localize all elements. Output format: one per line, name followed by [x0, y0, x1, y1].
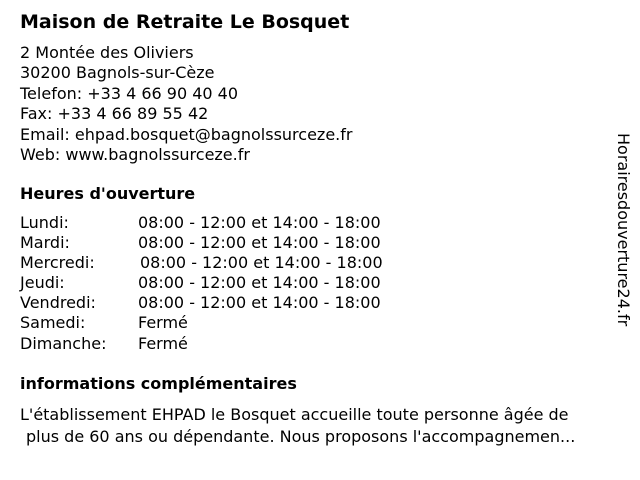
day-hours: 08:00 - 12:00 et 14:00 - 18:00: [138, 213, 381, 232]
address-city: 30200 Bagnols-sur-Cèze: [20, 63, 215, 83]
day-hours: 08:00 - 12:00 et 14:00 - 18:00: [138, 233, 381, 253]
day-label: Dimanche:: [20, 333, 107, 353]
address-street: 2 Montée des Oliviers: [20, 43, 194, 62]
day-hours: 08:00 - 12:00 et 14:00 - 18:00: [138, 273, 381, 293]
day-hours: Fermé: [138, 313, 188, 333]
day-hours: Fermé: [138, 333, 188, 353]
additional-info-heading: informations complémentaires: [20, 374, 297, 393]
description-line: plus de 60 ans ou dépendante. Nous proposons l'accompagnemen...: [26, 427, 576, 446]
email-address: Email: ehpad.bosquet@bagnolssurceze.fr: [20, 124, 353, 144]
day-hours: 08:00 - 12:00 et 14:00 - 18:00: [138, 293, 381, 313]
day-label: Samedi:: [20, 313, 86, 333]
description-line: L'établissement EHPAD le Bosquet accueille toute personne âgée de: [20, 405, 569, 424]
website: Web: www.bagnolssurceze.fr: [20, 145, 250, 165]
day-label: Lundi:: [20, 213, 69, 232]
day-label: Mercredi:: [20, 253, 95, 273]
fax-number: Fax: +33 4 66 89 55 42: [20, 104, 209, 124]
page-title: Maison de Retraite Le Bosquet: [20, 11, 350, 33]
day-label: Vendredi:: [20, 293, 96, 313]
opening-hours-heading: Heures d'ouverture: [20, 184, 196, 203]
description-text: [20, 404, 620, 448]
day-hours: 08:00 - 12:00 et 14:00 - 18:00: [140, 253, 383, 273]
day-label: Mardi:: [20, 233, 70, 253]
day-label: Jeudi:: [20, 273, 65, 293]
site-watermark: Horairesdouverture24.fr: [614, 133, 633, 327]
phone-number: Telefon: +33 4 66 90 40 40: [20, 83, 239, 103]
contact-block: [20, 43, 352, 165]
